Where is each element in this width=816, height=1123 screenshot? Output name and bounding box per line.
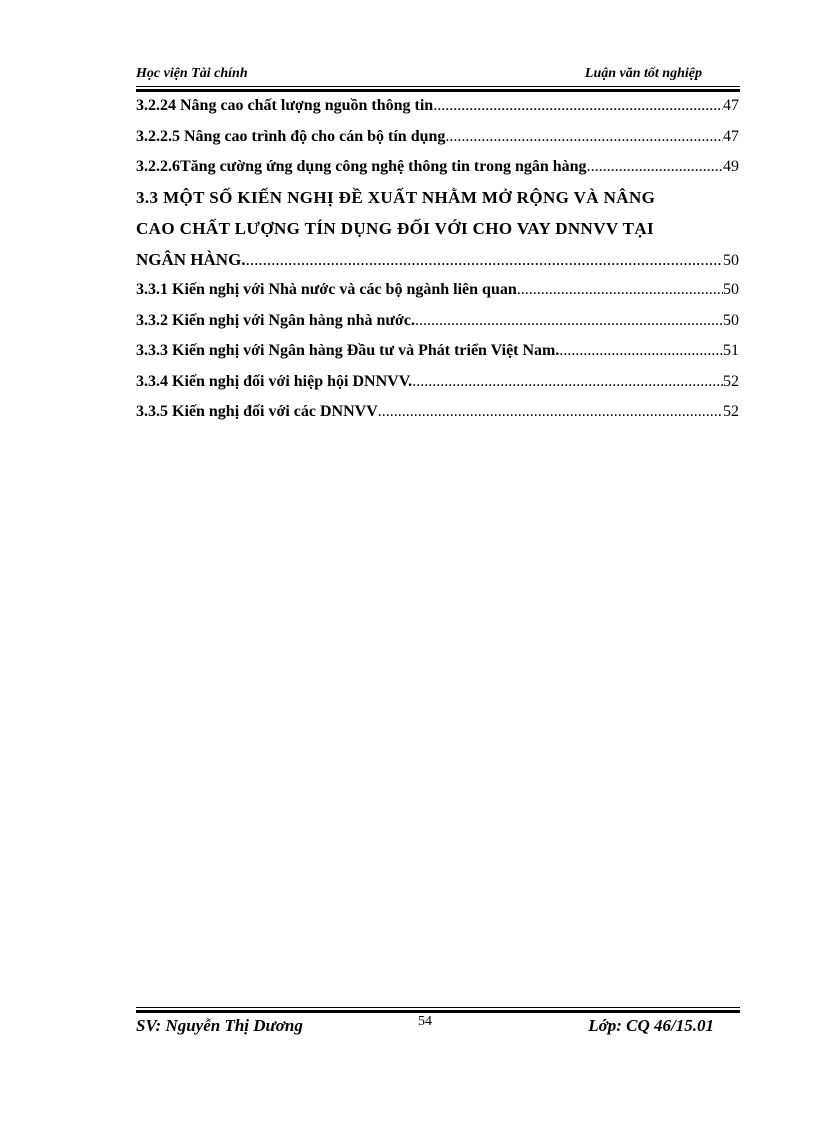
toc-entry-page: 47 [723,97,739,114]
toc-entry-page: 50 [723,251,739,269]
toc-entry[interactable] [136,341,739,372]
toc-entry[interactable] [136,402,739,433]
toc-leader-dots [415,311,723,331]
toc-entry[interactable] [136,280,739,311]
toc-entry-page: 49 [723,158,739,175]
toc-leader-dots [559,341,723,361]
toc-entry-page: 50 [723,281,739,298]
toc-entry[interactable] [136,96,739,127]
toc-leader-dots [433,96,723,116]
toc-section-heading-line[interactable]: 3.3 MỘT SỐ KIẾN NGHỊ ĐỀ XUẤT NHẰM MỞ RỘNG VÀ NÂNG [136,187,656,207]
toc-entry-title: 3.3.3 Kiến nghị với Ngân hàng Đầu tư và Phát triển Việt Nam. [136,342,560,359]
toc-entry-page: 47 [723,127,739,145]
toc-entry-title: 3.3.2 Kiến nghị với Ngân hàng nhà nước. [136,311,415,329]
footer-class-code: Lớp: CQ 46/15.01 [588,1016,714,1035]
toc-entry-title: 3.2.24 Nâng cao chất lượng nguồn thông tin [136,97,434,114]
toc-entry-title: NGÂN HÀNG. [136,249,246,269]
toc-entry-page: 50 [723,311,739,329]
table-of-contents [136,96,739,433]
toc-entry-title: 3.3.1 Kiến nghị với Nhà nước và các bộ ngành liên quan [136,281,517,298]
toc-leader-dots [412,372,723,392]
page-header [136,64,740,86]
footer-page-number: 54 [418,1014,432,1029]
header-rule-thick [136,89,740,92]
toc-entry-page: 52 [723,403,739,420]
header-document-type: Luận văn tốt nghiệp [584,66,702,81]
toc-entry-title: 3.2.2.5 Nâng cao trình độ cho cán bộ tín dụng [136,127,446,145]
toc-entry[interactable] [136,311,739,342]
header-institution: Học viện Tài chính [136,66,248,81]
toc-entry-title: 3.3.5 Kiến nghị đối với các DNNVV [136,403,378,420]
toc-entry-page: 52 [723,372,739,390]
toc-entry[interactable] [136,127,739,158]
toc-entry[interactable] [136,372,739,403]
toc-entry[interactable] [136,250,739,281]
toc-leader-dots [587,157,723,177]
toc-leader-dots [378,402,723,422]
toc-entry-page: 51 [723,342,739,359]
footer-rule-thin [136,1007,740,1008]
footer-rule-thick [136,1010,740,1013]
footer-student-name: SV: Nguyễn Thị Dương [136,1016,303,1035]
toc-entry-title: 3.3.4 Kiến nghị đối với hiệp hội DNNVV. [136,372,413,390]
toc-section-heading-line[interactable]: CAO CHẤT LƯỢNG TÍN DỤNG ĐỐI VỚI CHO VAY DNNVV TẠI [136,218,655,238]
toc-leader-dots [517,280,723,300]
toc-entry[interactable] [136,157,739,188]
page-footer [136,1016,740,1042]
toc-leader-dots [246,250,723,270]
toc-entry-title: 3.2.2.6Tăng cường ứng dụng công nghệ thông tin trong ngân hàng [136,158,587,175]
toc-leader-dots [445,127,723,147]
header-rule-thin [136,86,740,87]
